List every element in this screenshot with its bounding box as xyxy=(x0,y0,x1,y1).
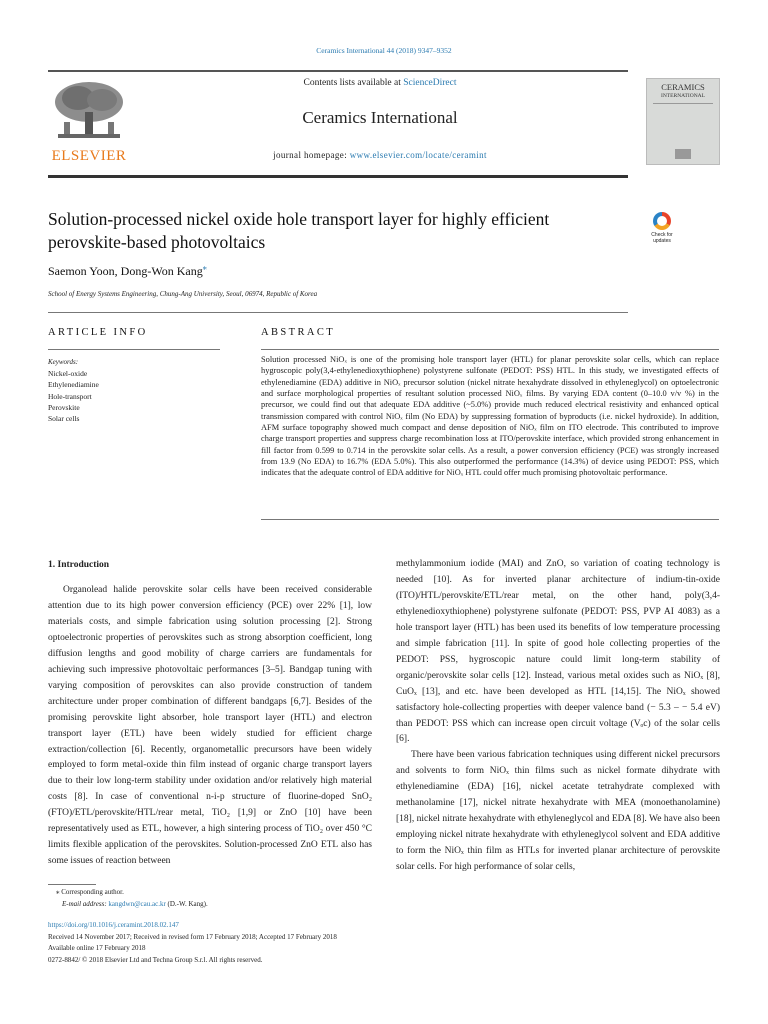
paragraph: There have been various fabrication techniques using different nickel precursors and solvents to form NiOₓ thin films such as nickel formate dihydrate with ethylenediamine (EDA) [16], nickel acetate tetrahydrate complexed with methanolamine [17], nickel nitrate hexahydrate with MEA (monoethanolamine) [18], nickel nitrate hexahydrate with ethyleneglycol and EDA [8]. We have also been employing nickel nitrate hexahydrate with ethyleneglycol solvent and EDA additive to form the NiOₓ thin film as HTLs for inverted planar architecture of perovskite solar cells. For high performance of solar cells, xyxy=(396,750,720,873)
affiliation: School of Energy Systems Engineering, Chung-Ang University, Seoul, 06974, Republic of Korea xyxy=(48,290,318,298)
authors xyxy=(48,263,207,279)
cover-title: CERAMICS xyxy=(661,82,705,92)
cover-divider xyxy=(653,103,713,104)
running-head[interactable]: Ceramics International 44 (2018) 9347–9352 xyxy=(316,46,452,55)
keyword: Hole-transport xyxy=(48,391,92,401)
check-for-updates-badge[interactable] xyxy=(644,212,682,252)
abstract-text: Solution processed NiOₓ is one of the promising hole transport layer (HTL) for planar perovskite solar cells, which can replace hygroscopic poly(3,4-ethylenedioxythiophene) polystyrene sulfonate (PEDOT: PSS) HTL. In this study, we investigated effects of ethylenediamine (EDA) additive in NiOₓ precursor solution (nickel nitrate hexahydrate dissolved in ethyleneglycol) on optoelectronic and surface morphological properties of resultant solution processed NiOₓ films. By varying EDA content (0–10.0 v/v %) in the precursor, we could find out that adequate EDA additive (~5.0%) provide much reduced electrical resistivity and enhanced optical transmission compared with control NiOₓ film (No EDA) by suppressing formation of byproducts (i.e. nickel hydroxide). In addition, AFM surface topography showed much compact and dense deposition of NiOₓ film on ITO electrode. This contributed to improve charge transport properties and suppress charge recombination loss at ITO/perovskite interface, which provided strong enhancement in fill factor from 0.599 to 0.714 in the perovskite solar cells. As a result, a power conversion efficiency (PCE) was strongly increased from 13.9 (No EDA) to 16.7% (EDA 5.0%). This also outperformed the performance (14.3%) of device using PEDOT: PSS, which indicates that the adequate control of EDA additive for NiOₓ HTL could offer much promising photovoltaic performance. xyxy=(261,355,719,478)
copyright: 0272-8842/ © 2018 Elsevier Ltd and Techna Group S.r.l. All rights reserved. xyxy=(48,955,263,964)
section-rule xyxy=(48,312,628,313)
keyword: Ethylenediamine xyxy=(48,380,99,390)
footnote-corresponding: ⁎ Corresponding author. xyxy=(56,888,124,896)
abstract-rule xyxy=(261,349,719,350)
journal-cover-thumbnail[interactable] xyxy=(646,78,720,165)
corresponding-author-mark[interactable]: ⁎ xyxy=(202,263,207,272)
article-metadata xyxy=(48,920,337,966)
keyword: Nickel-oxide xyxy=(48,369,88,378)
paragraph: Organolead halide perovskite solar cells have been received considerable attention due to its high power conversion efficiency (PCE) over 22% [1], low materials costs, and simple fabrication using solution processing [2]. Strong optoelectronic properties of perovskites such as strong absorption coefficient, long diffusion lengths and good mobility of charge carriers are fundamentals for achieving such impressive photovoltaic performances [3–5]. Bandgap tuning with varying composition of perovskites can also provide construction of tandem architecture under proper combination of different bandgaps [6,7]. Besides of the promising perovskite light absorber, hole transport layer (HTL) and electron transport layer (ETL) have been widely studied for efficient charge extraction/collection [6]. Recently, organometallic precursors have been widely employed to form metal-oxide thin film instead of organic charge transport layers due to their low long-term stability under oxidation and/or relatively high material costs [8]. In case of conventional n-i-p structure of fluorine-doped SnO₂ (FTO)/ETL/perovskite/HTL/rear metal, TiO₂ [1,9] or ZnO [10] have been representatively used as ETL, however, a high sintering process of TiO₂ over 450 °C limits flexible application of the perovskites. Solution-processed ZnO ETL also has some issues of reaction between xyxy=(48,585,372,867)
email-suffix: (D.-W. Kang). xyxy=(165,900,208,908)
contents-available xyxy=(140,78,620,88)
right-column xyxy=(396,557,720,876)
article-info-heading: ARTICLE INFO xyxy=(48,327,148,338)
email-link[interactable]: kangdwn@cau.ac.kr xyxy=(108,900,166,908)
journal-name: Ceramics International xyxy=(302,108,458,127)
author-names: Saemon Yoon, Dong-Won Kang xyxy=(48,264,203,278)
article-info-rule xyxy=(48,349,220,350)
footnote-rule xyxy=(48,884,96,885)
homepage-prefix: journal homepage: xyxy=(273,150,350,160)
journal-homepage xyxy=(140,150,620,160)
sciencedirect-link[interactable]: ScienceDirect xyxy=(403,78,457,88)
received-dates: Received 14 November 2017; Received in revised form 17 February 2018; Accepted 17 February 2018 xyxy=(48,932,337,941)
keyword: Perovskite xyxy=(48,402,80,412)
abstract-bottom-rule xyxy=(261,519,719,520)
paragraph: methylammonium iodide (MAI) and ZnO, so variation of coating technology is needed [10]. As for inverted planar architecture of indium-tin-oxide (ITO)/HTL/perovskite/ETL/rear metal, on the other hand, poly(3,4-ethylenedioxythiophene) polystyrene sulfonate (PEDOT: PSS, PVP AI 4083) as a hole transport layer (HTL) has been used its benefits of low temperature processing and simple fabrication [11]. In spite of good hole collecting properties of the PEDOT: PSS, hygroscopic nature could limit long-term stability of organic/perovskite solar cells [12]. Instead, various metal oxides such as NiOₓ [8], CuOₓ [13], and etc. have been developed as HTL [14,15]. The NiOₓ showed satisfactory hole-collecting properties with deeper valence band (− 5.3 – − 5.4 eV) than PEDOT: PSS which can increase open circuit voltage (Vₒc) of the solar cells [6]. xyxy=(396,559,720,745)
article-title-line-2: perovskite-based photovoltaics xyxy=(48,232,266,252)
crossmark-icon-center xyxy=(657,216,667,226)
available-online: Available online 17 February 2018 xyxy=(48,944,146,952)
elsevier-logo[interactable] xyxy=(48,78,130,164)
abstract-heading: ABSTRACT xyxy=(261,327,336,338)
homepage-link[interactable]: www.elsevier.com/locate/ceramint xyxy=(349,150,487,160)
cover-publisher-mark xyxy=(675,149,691,159)
left-column xyxy=(48,583,372,870)
elsevier-wordmark: ELSEVIER xyxy=(51,148,127,164)
header-bottom-rule xyxy=(48,175,628,178)
intro-heading: 1. Introduction xyxy=(48,560,110,570)
footnote-email xyxy=(62,900,208,908)
keyword: Solar cells xyxy=(48,414,80,424)
crossmark-label: Check for updates xyxy=(651,232,673,244)
article-title-line-1: Solution-processed nickel oxide hole transport layer for highly efficient xyxy=(48,209,550,229)
keywords-list xyxy=(48,368,99,424)
cover-subtitle: INTERNATIONAL xyxy=(661,93,705,99)
email-label: E-mail address: xyxy=(62,900,109,908)
doi-link[interactable]: https://doi.org/10.1016/j.ceramint.2018.02.147 xyxy=(48,921,179,929)
article-title xyxy=(48,208,608,254)
keywords-label: Keywords: xyxy=(48,358,79,366)
header-top-rule xyxy=(48,70,628,72)
elsevier-tree-icon xyxy=(48,78,130,144)
contents-prefix: Contents lists available at xyxy=(303,78,404,88)
